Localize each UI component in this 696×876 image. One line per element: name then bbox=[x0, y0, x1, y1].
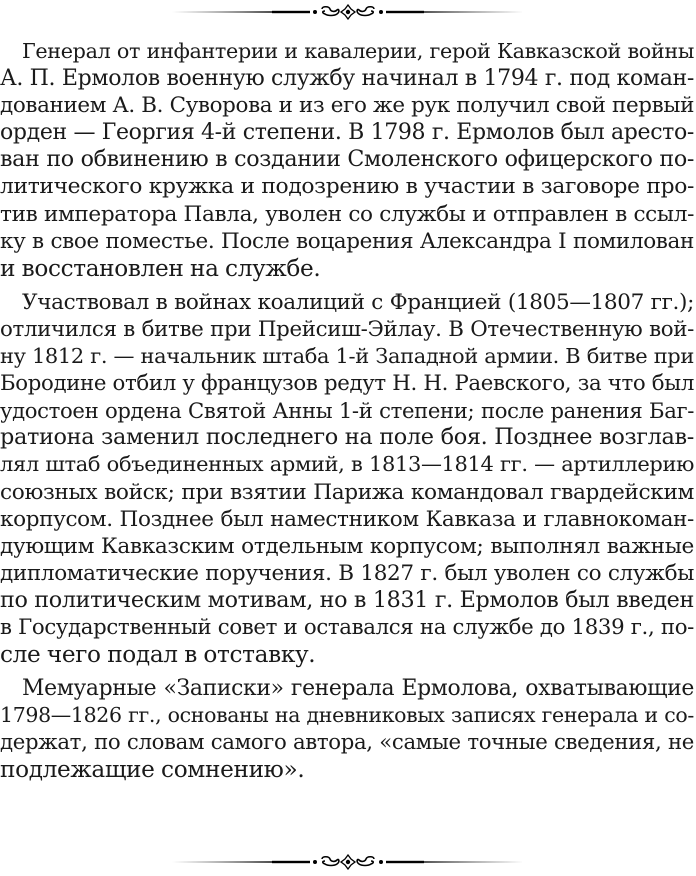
text-line: по политическим мотивам, но в 1831 г. Ермолов был введен bbox=[0, 586, 694, 613]
text-line: Участвовал в войнах коалиций с Францией (1805—1807 гг.); bbox=[22, 289, 694, 315]
text-line: дипломатические поручения. В 1827 г. был уволен со службы bbox=[0, 560, 694, 586]
text-line: Бородине отбил у французов редут Н. Н. Раевского, за что был bbox=[0, 371, 694, 397]
text-line: Мемуарные «Записки» генерала Ермолова, охватывающие bbox=[22, 676, 694, 702]
text-line: тив императора Павла, уволен со службы и отправлен в ссыл- bbox=[0, 201, 694, 227]
text-line: в Государственный совет и оставался на службе до 1839 г., по- bbox=[0, 614, 694, 640]
text-line: ку в свое поместье. После воцарения Александра I помилован bbox=[0, 228, 694, 254]
article-body bbox=[0, 38, 694, 784]
paragraph-biography-intro bbox=[0, 38, 694, 282]
text-line: дующим Кавказским отдельным корпусом; выполнял важные bbox=[0, 533, 694, 559]
paragraph-military-career bbox=[0, 289, 694, 668]
text-line: ратиона заменил последнего на поле боя. Позднее возглав- bbox=[0, 424, 694, 451]
text-line: ну 1812 г. — начальник штаба 1-й Западной армии. В битве при bbox=[0, 344, 694, 369]
text-line: корпусом. Позднее был наместником Кавказа и главнокоман- bbox=[0, 506, 694, 532]
text-line: Генерал от инфантерии и кавалерии, герой Кавказской войны bbox=[22, 39, 694, 63]
text-line: сле чего подал в отставку. bbox=[0, 641, 316, 669]
text-line: союзных войск; при взятии Парижа командовал гвардейским bbox=[0, 479, 694, 505]
text-line: орден — Георгия 4-й степени. В 1798 г. Ермолов был аресто- bbox=[0, 120, 694, 146]
text-line: лял штаб объединенных армий, в 1813—1814 гг. — артиллерию bbox=[0, 452, 694, 477]
text-line: 1798—1826 гг., основаны на дневниковых записях генерала и со- bbox=[0, 703, 694, 728]
text-line: удостоен ордена Святой Анны 1-й степени; после ранения Баг- bbox=[0, 398, 694, 424]
text-line: отличился в битве при Прейсиш-Эйлау. В Отечественную вой- bbox=[0, 316, 694, 342]
text-line: литического кружка и подозрению в участии в заговоре про- bbox=[0, 174, 694, 200]
bottom-ornament-divider bbox=[172, 852, 524, 872]
text-line: ван по обвинению в создании Смоленского офицерского по- bbox=[0, 146, 694, 173]
text-line: дованием А. В. Суворова и из его же рук получил свой первый bbox=[0, 93, 694, 119]
text-line: и восстановлен на службе. bbox=[0, 254, 321, 282]
top-ornament-divider bbox=[172, 2, 524, 22]
flourish-divider-icon bbox=[172, 4, 524, 20]
text-line: подлежащие сомнению». bbox=[0, 756, 305, 784]
text-line: держат, по словам самого автора, «самые точные сведения, не bbox=[0, 730, 694, 756]
paragraph-memoirs bbox=[0, 675, 694, 783]
text-line: А. П. Ермолов военную службу начинал в 1794 г. под коман- bbox=[0, 66, 694, 92]
flourish-divider-icon bbox=[172, 854, 524, 870]
